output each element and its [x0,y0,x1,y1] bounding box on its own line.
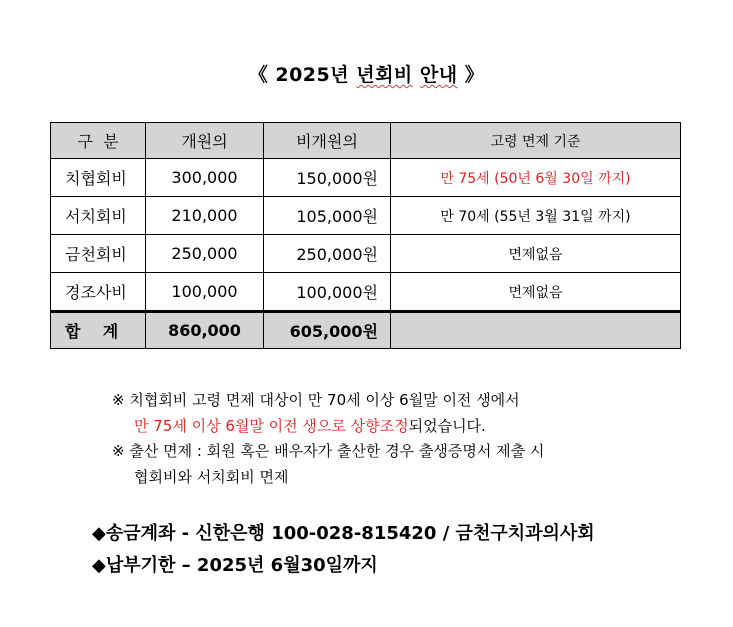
row-name: 금천회비 [51,235,146,273]
row-member-fee: 100,000 [146,273,264,312]
row-non-member-fee: 105,000원 [264,197,391,235]
title-space [413,64,420,86]
header-member: 개원의 [146,123,264,159]
bank-account: ◆송금계좌 - 신한은행 100-028-815420 / 금천구치과의사회 [92,523,595,544]
note-text: 되었습니다. [408,416,486,435]
total-non-member-fee: 605,000원 [264,312,391,349]
table-header-row [51,123,681,159]
notes [112,388,544,490]
row-exemption: 면제없음 [391,235,681,273]
note-highlight: 만 75세 이상 6월말 이전 생으로 상향조정 [134,416,409,435]
page-title [0,60,733,87]
row-exemption: 만 75세 (50년 6월 30일 까지) [391,159,681,197]
header-category: 구 분 [51,123,146,159]
title-prefix: 《 2025년 [248,64,357,86]
row-non-member-fee: 150,000원 [264,159,391,197]
total-member-fee: 860,000 [146,312,264,349]
row-name: 치협회비 [51,159,146,197]
table-row [51,235,681,273]
table-total-row [51,312,681,349]
title-suffix: 》 [457,64,485,86]
total-exemption [391,312,681,349]
row-member-fee: 250,000 [146,235,264,273]
row-exemption: 만 70세 (55년 3월 31일 까지) [391,197,681,235]
table-row [51,159,681,197]
table-row [51,273,681,312]
title-fee-word: 년회비 [356,64,413,86]
row-name: 서치회비 [51,197,146,235]
title-guide-word: 안내 [419,64,458,86]
payment-info [92,518,595,582]
row-exemption: 면제없음 [391,273,681,312]
payment-deadline: ◆납부기한 – 2025년 6월30일까지 [92,555,378,576]
row-non-member-fee: 100,000원 [264,273,391,312]
total-label: 합 계 [51,312,146,349]
fee-table [50,122,681,349]
note-line: 협회비와 서치회비 면제 [134,467,289,486]
row-member-fee: 210,000 [146,197,264,235]
note-line [112,414,544,440]
row-name: 경조사비 [51,273,146,312]
header-exemption: 고령 면제 기준 [391,123,681,159]
table-row [51,197,681,235]
header-non-member: 비개원의 [264,123,391,159]
note-line: ※ 출산 면제 : 회원 혹은 배우자가 출산한 경우 출생증명서 제출 시 [112,442,545,460]
note-line: ※ 치협회비 고령 면제 대상이 만 70세 이상 6월말 이전 생에서 [112,391,520,409]
row-member-fee: 300,000 [146,159,264,197]
row-non-member-fee: 250,000원 [264,235,391,273]
